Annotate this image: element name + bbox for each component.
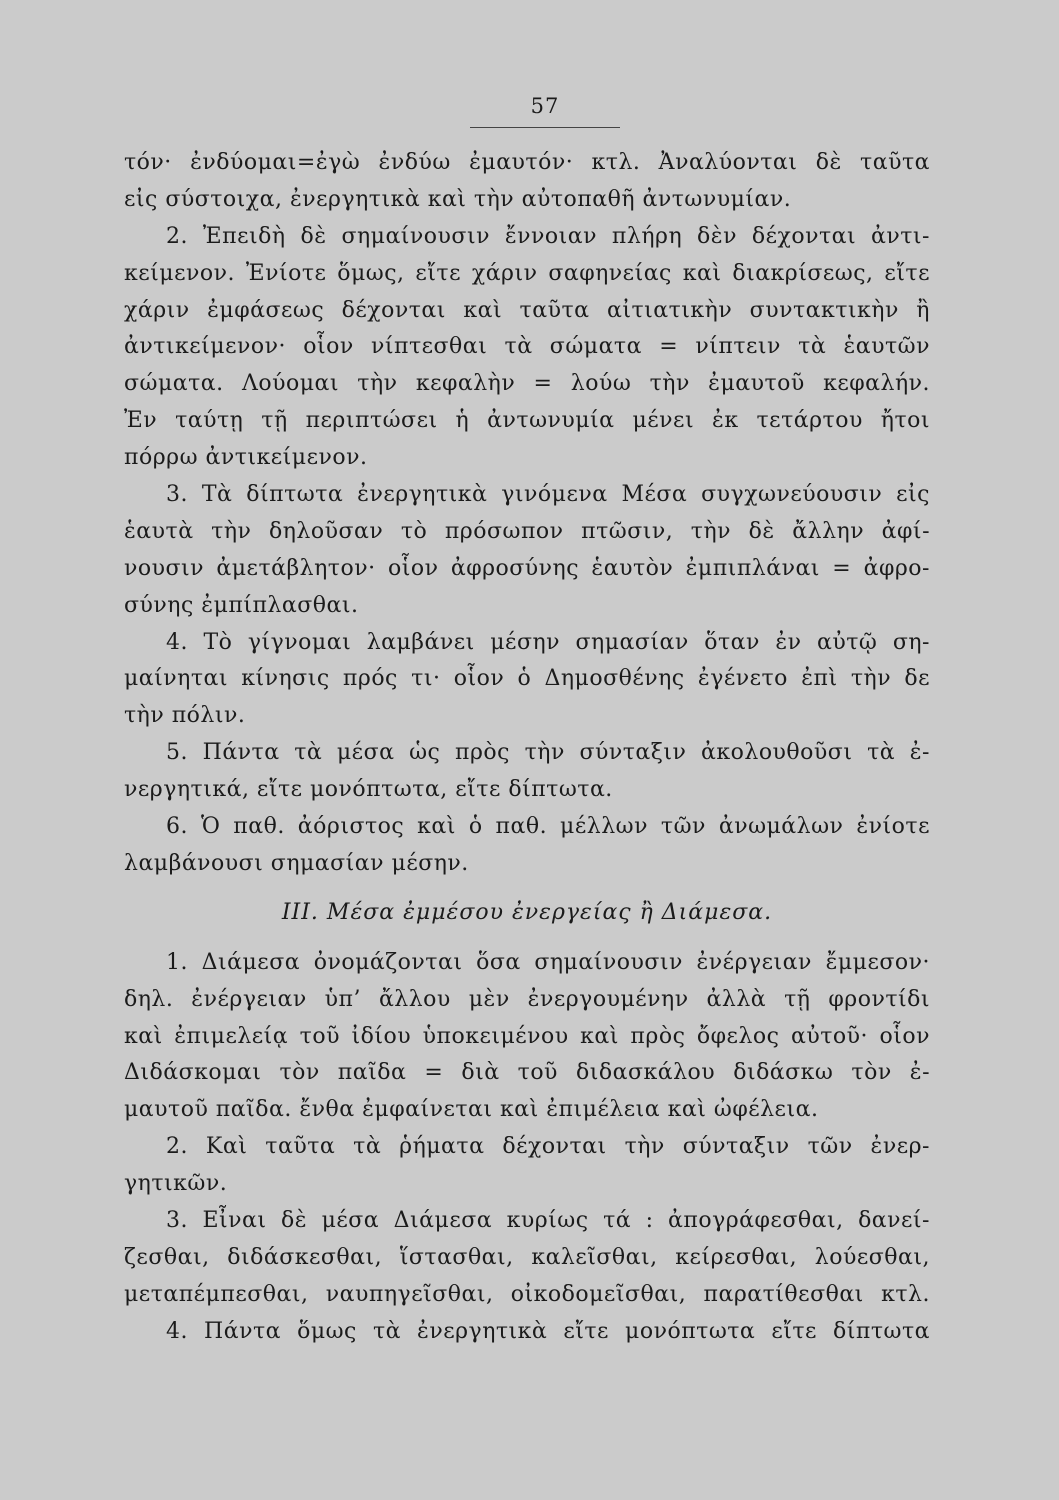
text-line: σώματα. Λούομαι τὴν κεφαλὴν = λούω τὴν ἐμαυτοῦ κεφαλήν.: [124, 371, 930, 397]
text-line: χάριν ἐμφάσεως δέχονται καὶ ταῦτα αἰτιατικὴν συντακτικὴν ἢ: [124, 297, 930, 323]
text-line: μαίνηται κίνησις πρός τι· οἷον ὁ Δημοσθένης ἐγένετο ἐπὶ τὴν δε: [124, 666, 930, 692]
text-line: καὶ ἐπιμελείᾳ τοῦ ἰδίου ὑποκειμένου καὶ πρὸς ὄφελος αὐτοῦ· οἷον: [124, 1023, 930, 1049]
text-line: ἑαυτὰ τὴν δηλοῦσαν τὸ πρόσωπον πτῶσιν, τὴν δὲ ἄλλην ἀφί-: [124, 518, 930, 544]
text-line: ζεσθαι, διδάσκεσθαι, ἵστασθαι, καλεῖσθαι, κείρεσθαι, λούεσθαι,: [124, 1244, 930, 1270]
text-line: 4. Πάντα ὅμως τὰ ἐνεργητικὰ εἴτε μονόπτωτα εἴτε δίπτωτα: [166, 1318, 930, 1344]
text-line: 3. Τὰ δίπτωτα ἐνεργητικὰ γινόμενα Μέσα συγχωνεύουσιν εἰς: [166, 482, 930, 508]
text-line: 5. Πάντα τὰ μέσα ὡς πρὸς τὴν σύνταξιν ἀκολουθοῦσι τὰ ἐ-: [166, 740, 930, 766]
text-line: μαυτοῦ παῖδα. ἔνθα ἐμφαίνεται καὶ ἐπιμέλεια καὶ ὠφέλεια.: [124, 1097, 819, 1123]
text-line: σύνης ἐμπίπλασθαι.: [124, 592, 359, 618]
text-line: λαμβάνουσι σημασίαν μέσην.: [124, 850, 469, 876]
body-text: [124, 145, 930, 1351]
text-line: κείμενον. Ἐνίοτε ὅμως, εἴτε χάριν σαφηνείας καὶ διακρίσεως, εἴτε: [124, 260, 930, 286]
text-line: 3. Εἶναι δὲ μέσα Διάμεσα κυρίως τά : ἀπογράφεσθαι, δανεί-: [166, 1208, 930, 1234]
text-line: 4. Τὸ γίγνομαι λαμβάνει μέσην σημασίαν ὅταν ἐν αὐτῷ ση-: [166, 629, 930, 655]
text-line: 2. Ἐπειδὴ δὲ σημαίνουσιν ἔννοιαν πλήρη δὲν δέχονται ἀντι-: [166, 223, 930, 249]
page-number-rule: [470, 127, 620, 128]
section-heading: III. Μέσα ἐμμέσου ἐνεργείας ἢ Διάμεσα.: [281, 899, 773, 925]
text-line: Διδάσκομαι τὸν παῖδα = διὰ τοῦ διδασκάλου διδάσκω τὸν ἐ-: [124, 1060, 930, 1086]
text-line: γητικῶν.: [124, 1171, 228, 1197]
text-line: 1. Διάμεσα ὀνομάζονται ὅσα σημαίνουσιν ἐνέργειαν ἔμμεσον·: [166, 949, 930, 975]
page-number: 57: [530, 94, 560, 118]
text-line: ἀντικείμενον· οἷον νίπτεσθαι τὰ σώματα = νίπτειν τὰ ἑαυτῶν: [124, 334, 930, 360]
text-line: πόρρω ἀντικείμενον.: [124, 445, 368, 471]
text-line: τόν· ἐνδύομαι=ἐγὼ ἐνδύω ἐμαυτόν· κτλ. Ἀναλύονται δὲ ταῦτα: [124, 150, 930, 175]
text-line: δηλ. ἐνέργειαν ὑπ’ ἄλλου μὲν ἐνεργουμένην ἀλλὰ τῇ φροντίδι: [124, 986, 930, 1012]
text-line: 2. Καὶ ταῦτα τὰ ῥήματα δέχονται τὴν σύνταξιν τῶν ἐνερ-: [166, 1134, 930, 1160]
text-line: μεταπέμπεσθαι, ναυπηγεῖσθαι, οἰκοδομεῖσθαι, παρατίθεσθαι κτλ.: [124, 1281, 930, 1307]
text-line: 6. Ὁ παθ. ἀόριστος καὶ ὁ παθ. μέλλων τῶν ἀνωμάλων ἐνίοτε: [166, 814, 930, 840]
text-line: νουσιν ἀμετάβλητον· οἷον ἀφροσύνης ἑαυτὸν ἐμπιπλάναι = ἀφρο-: [124, 555, 930, 581]
text-line: Ἐν ταύτῃ τῇ περιπτώσει ἡ ἀντωνυμία μένει ἐκ τετάρτου ἤτοι: [124, 408, 930, 434]
text-line: νεργητικά, εἴτε μονόπτωτα, εἴτε δίπτωτα.: [124, 777, 613, 803]
text-line: εἰς σύστοιχα, ἐνεργητικὰ καὶ τὴν αὐτοπαθῆ ἀντωνυμίαν.: [124, 186, 792, 212]
text-line: τὴν πόλιν.: [124, 703, 246, 729]
